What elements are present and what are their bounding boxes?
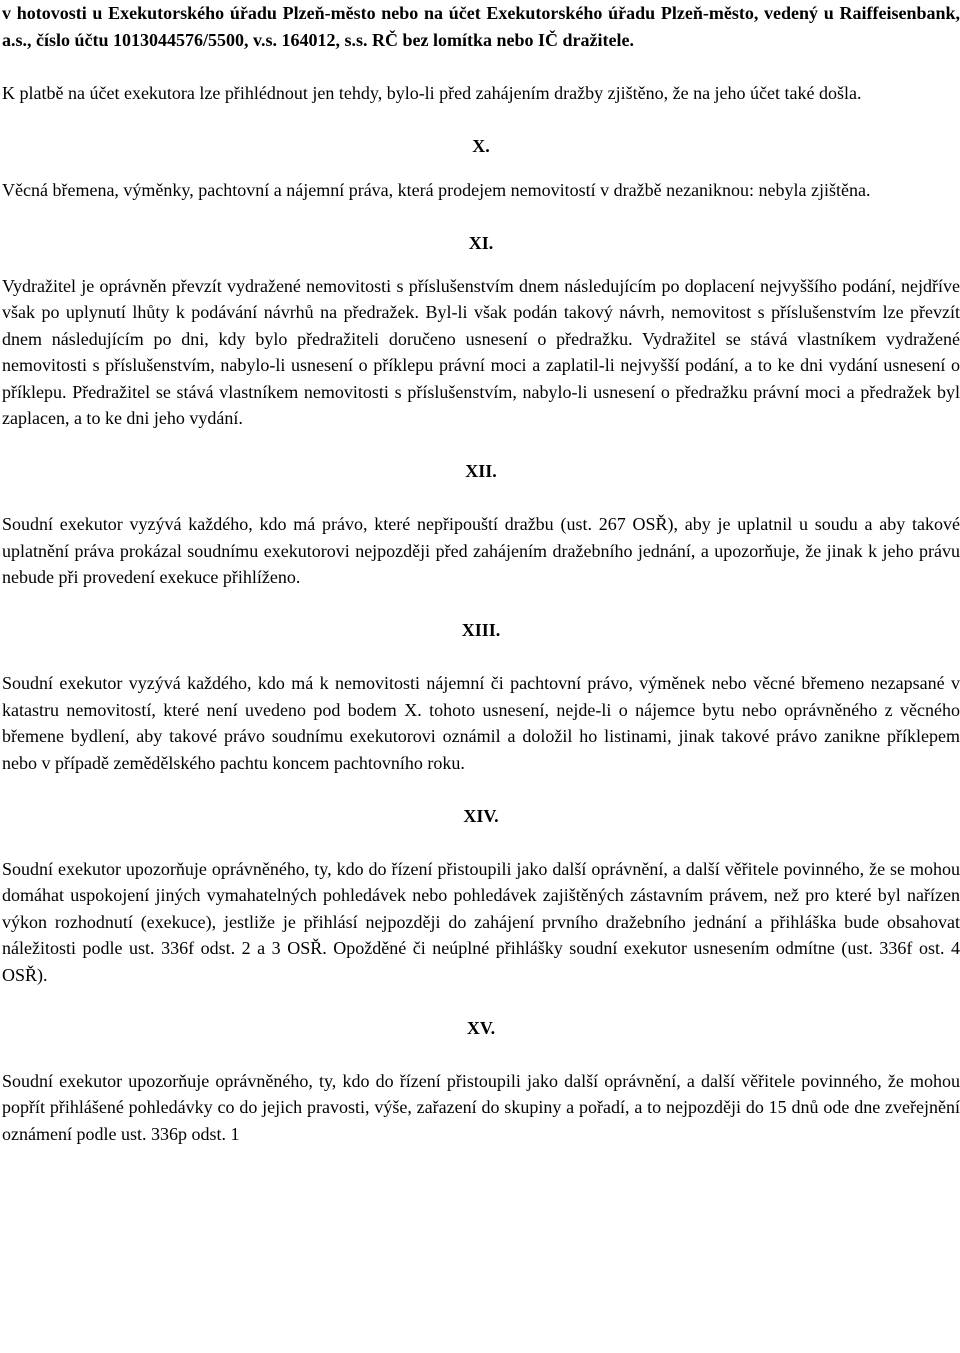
section-xi-text: Vydražitel je oprávněn převzít vydražené nemovitosti s příslušenstvím dnem následujícím po doplacení nejvyššího podání, nejdříve však po uplynutí lhůty k podávání návrhů na předražek. Byl-li však podán takový návrh, nemovitost s příslušenstvím lze převzít dnem následujícím po dni, kdy bylo předražiteli doručeno usnesení o předražku. Vydražitel se stává vlastníkem vydražené nemovitosti s příslušenstvím, nabylo-li usnesení o příklepu právní moci a zaplatil-li nejvyšší podání, a to ke dni vydání usnesení o příklepu. Předražitel se stává vlastníkem nemovitosti s příslušenstvím, nabylo-li usnesení o předražku právní moci a předražek byl zaplacen, a to ke dni jeho vydání.	[2, 275, 960, 428]
section-heading-xi: XI.	[468, 233, 494, 253]
spacer	[2, 591, 960, 618]
intro-payment-paragraph: v hotovosti u Exekutorského úřadu Plzeň-město nebo na účet Exekutorského úřadu Plzeň-město, vedený u Raiffeisenbank, a.s., číslo účtu 1013044576/5500, v.s. 164012, s.s. RČ bez lomítka nebo IČ dražitele.	[2, 3, 960, 50]
spacer	[2, 106, 960, 133]
spacer	[2, 204, 960, 231]
section-xiv-text: Soudní exekutor upozorňuje oprávněného, ty, kdo do řízení přistoupili jako další oprávnění, a další věřitele povinného, že se mohou domáhat uspokojení jiných vymahatelných pohledávek nebo pohledávek zajištěných zástavním právem, než pro které byl nařízen výkon rozhodnutí (exekuce), jestliže je přihlásí nejpozději do zahájení prvního dražebního jednání a přihláška bude obsahovat náležitosti podle ust. 336f odst. 2 a 3 OSŘ. Opožděné či neúplné přihlášky soudní exekutor usnesením odmítne (ust. 336f ost. 4 OSŘ).	[2, 858, 960, 985]
section-xiii-text: Soudní exekutor vyzývá každého, kdo má k nemovitosti nájemní či pachtovní právo, výměnek nebo věcné břemeno nezapsané v katastru nemovitostí, které není uvedeno pod bodem X. tohoto usnesení, nejde-li o nájemce bytu nebo oprávněného z věcného břemene bydlení, aby takové právo soudnímu exekutorovi oznámil a doložil ho listinami, jinak takové právo zanikne příklepem nebo v případě zemědělského pachtu koncem pachtovního roku.	[2, 673, 960, 773]
intro-account-paragraph: K platbě na účet exekutora lze přihlédnout jen tehdy, bylo-li před zahájením dražby zjištěno, že na jeho účet také došla.	[2, 82, 862, 103]
section-x-text: Věcná břemena, výměnky, pachtovní a nájemní práva, která prodejem nemovitostí v dražbě nezaniknou: nebyla zjištěna.	[2, 180, 871, 200]
spacer	[2, 485, 960, 512]
spacer	[2, 829, 960, 856]
section-heading-xiii: XIII.	[461, 620, 501, 640]
section-heading-xv: XV.	[466, 1017, 496, 1038]
spacer	[2, 776, 960, 803]
spacer	[2, 257, 960, 273]
spacer	[2, 988, 960, 1015]
section-heading-xii: XII.	[465, 461, 497, 481]
spacer	[2, 644, 960, 671]
spacer	[2, 159, 960, 177]
section-heading-xiv: XIV.	[463, 805, 499, 826]
spacer	[2, 432, 960, 459]
spacer	[2, 1041, 960, 1068]
section-heading-x: X.	[472, 135, 490, 156]
section-xv-text: Soudní exekutor upozorňuje oprávněného, ty, kdo do řízení přistoupili jako další oprávnění, a další věřitele povinného, že mohou popřít přihlášené pohledávky co do jejich pravosti, výše, zařazení do skupiny a pořadí, a to nejpozději do 15 dnů ode dne zveřejnění oznámení podle ust. 336p odst. 1	[2, 1070, 960, 1144]
section-xii-text: Soudní exekutor vyzývá každého, kdo má právo, které nepřipouští dražbu (ust. 267 OSŘ), aby je uplatnil u soudu a aby takové uplatnění práva prokázal soudnímu exekutorovi nejpozději před zahájením dražebního jednání, a upozorňuje, že jinak k jeho právu nebude při provedení exekuce přihlíženo.	[2, 514, 960, 587]
spacer	[2, 53, 960, 80]
